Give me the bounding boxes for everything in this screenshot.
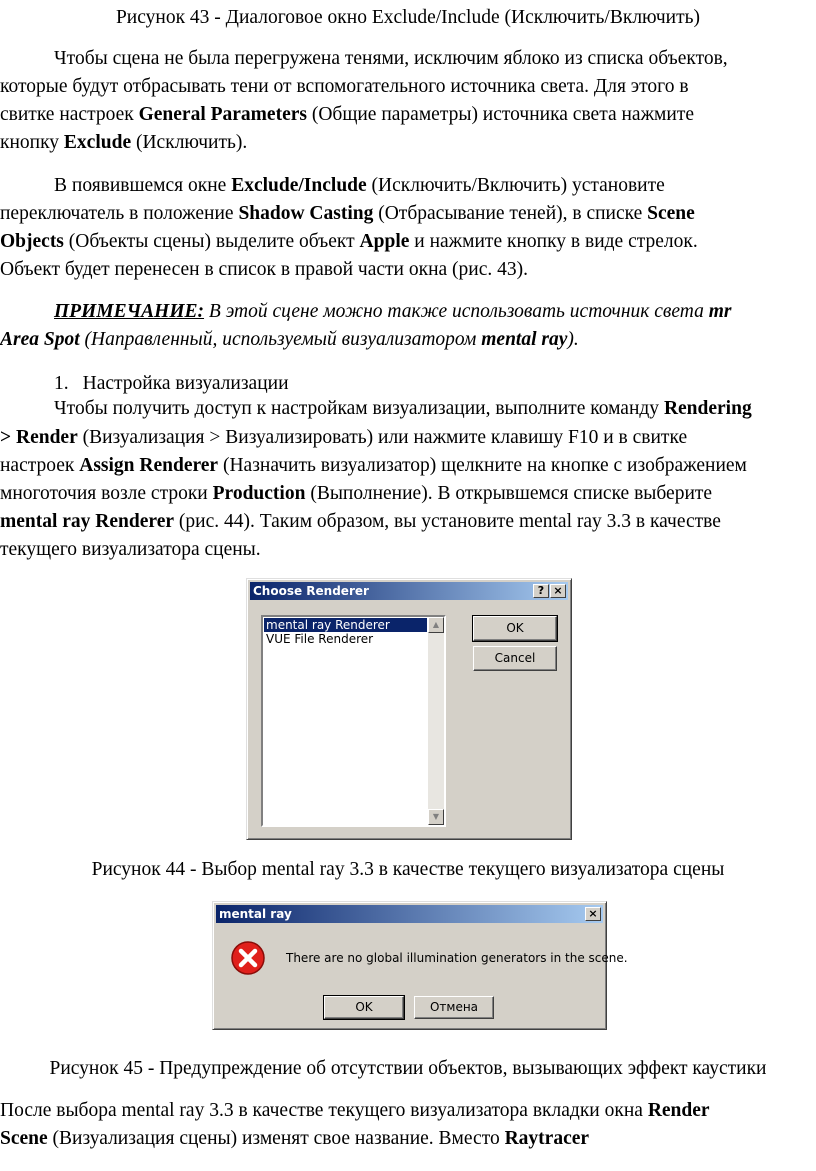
text-line: Объект будет перенесен в список в правой части окна (рис. 43). (0, 259, 528, 280)
text-line (0, 424, 687, 452)
bold-term: Raytracer (504, 1128, 590, 1149)
text-span: (рис. 44). Таким образом, вы установите mental ray 3.3 в качестве (174, 511, 721, 532)
dialog-titlebar (216, 905, 603, 923)
bold-term: mr (708, 301, 732, 322)
scrollbar[interactable] (428, 617, 444, 825)
scroll-down-icon[interactable]: ▼ (428, 809, 444, 825)
bold-term: mental ray (481, 329, 568, 350)
text-line (54, 395, 752, 423)
help-button[interactable]: ? (533, 584, 549, 598)
text-span: (Визуализация сцены) изменят свое название. Вместо (47, 1128, 505, 1149)
text-span: (Выполнение). В открывшемся списке выберите (305, 483, 713, 504)
text-line (0, 326, 579, 354)
dialog-title: Choose Renderer (253, 584, 369, 598)
bold-term: General Parameters (138, 104, 307, 125)
text-line (0, 480, 712, 508)
mental-ray-dialog (212, 901, 628, 1030)
section-heading (54, 370, 289, 398)
text-line (0, 200, 695, 228)
section-title: Настройка визуализации (82, 373, 289, 394)
bold-term: Scene (647, 203, 695, 224)
text-span: В этой сцене можно также использовать источник света (204, 301, 709, 322)
cancel-button[interactable]: Отмена (414, 996, 494, 1019)
bold-term: Area Spot (0, 329, 80, 350)
error-icon (230, 940, 266, 976)
text-span: (Общие параметры) источника света нажмите (306, 104, 695, 125)
list-item[interactable]: VUE File Renderer (266, 632, 374, 646)
text-span: кнопку (0, 132, 64, 153)
figure-44-caption: Рисунок 44 - Выбор mental ray 3.3 в качестве текущего визуализатора сцены (91, 859, 725, 880)
text-span: (Визуализация > Визуализировать) или нажмите клавишу F10 и в свитке (77, 427, 688, 448)
text-span: (Исключить/Включить) установите (366, 175, 665, 196)
bold-term: > Render (0, 427, 78, 448)
bold-term: Exclude/Include (231, 175, 367, 196)
text-line (54, 172, 665, 200)
text-span: настроек (0, 455, 80, 476)
text-line (0, 452, 747, 480)
text-line (0, 129, 247, 157)
dialog-title: mental ray (219, 907, 292, 921)
bold-term: Shadow Casting (238, 203, 374, 224)
figure-43-caption: Рисунок 43 - Диалоговое окно Exclude/Include (Исключить/Включить) (115, 7, 701, 28)
renderer-list[interactable] (261, 615, 446, 827)
text-span: В появившемся окне (54, 175, 232, 196)
text-span: (Назначить визуализатор) щелкните на кнопке с изображением (218, 455, 747, 476)
bold-term: Scene (0, 1128, 48, 1149)
bold-term: Render (647, 1100, 710, 1121)
bold-term: Production (212, 483, 306, 504)
text-line (0, 101, 694, 129)
close-button[interactable]: × (550, 584, 566, 598)
bold-term: mental ray Renderer (0, 511, 175, 532)
text-span: ). (567, 329, 579, 350)
bold-term: Exclude (63, 132, 132, 153)
text-span: многоточия возле строки (0, 483, 213, 504)
text-span: После выбора mental ray 3.3 в качестве текущего визуализатора вкладки окна (0, 1100, 648, 1121)
bold-term: Apple (359, 231, 410, 252)
text-span: (Объекты сцены) выделите объект (63, 231, 360, 252)
cancel-button[interactable]: Cancel (473, 646, 557, 671)
text-span: Чтобы получить доступ к настройкам визуализации, выполните команду (54, 398, 664, 419)
section-number: 1. (54, 373, 69, 394)
text-span: и нажмите кнопку в виде стрелок. (409, 231, 698, 252)
text-span: свитке настроек (0, 104, 139, 125)
figure-45-caption: Рисунок 45 - Предупреждение об отсутствии объектов, вызывающих эффект каустики (49, 1058, 767, 1079)
scroll-up-icon[interactable]: ▲ (428, 617, 444, 633)
text-span: переключатель в положение (0, 203, 239, 224)
text-line (0, 508, 721, 536)
note-label: ПРИМЕЧАНИЕ: (54, 301, 205, 322)
dialog-titlebar (250, 582, 568, 600)
text-line (54, 298, 731, 326)
bold-term: Objects (0, 231, 64, 252)
text-span: (Исключить). (131, 132, 248, 153)
text-line: текущего визуализатора сцены. (0, 539, 261, 560)
text-line: которые будут отбрасывать тени от вспомогательного источника света. Для этого в (0, 76, 689, 97)
dialog-message: There are no global illumination generators in the scene. (286, 951, 628, 965)
text-span: (Направленный, используемый визуализатором (79, 329, 482, 350)
list-item[interactable]: mental ray Renderer (264, 618, 427, 632)
ok-button[interactable]: OK (324, 996, 404, 1019)
ok-button[interactable]: OK (473, 616, 557, 641)
bold-term: Rendering (663, 398, 752, 419)
text-line (0, 1097, 710, 1125)
text-line: Чтобы сцена не была перегружена тенями, исключим яблоко из списка объектов, (54, 48, 728, 69)
choose-renderer-dialog (246, 578, 572, 840)
text-line (0, 228, 698, 256)
text-span: (Отбрасывание теней), в списке (373, 203, 648, 224)
bold-term: Assign Renderer (79, 455, 219, 476)
close-button[interactable]: × (585, 907, 601, 921)
text-line (0, 1125, 589, 1153)
